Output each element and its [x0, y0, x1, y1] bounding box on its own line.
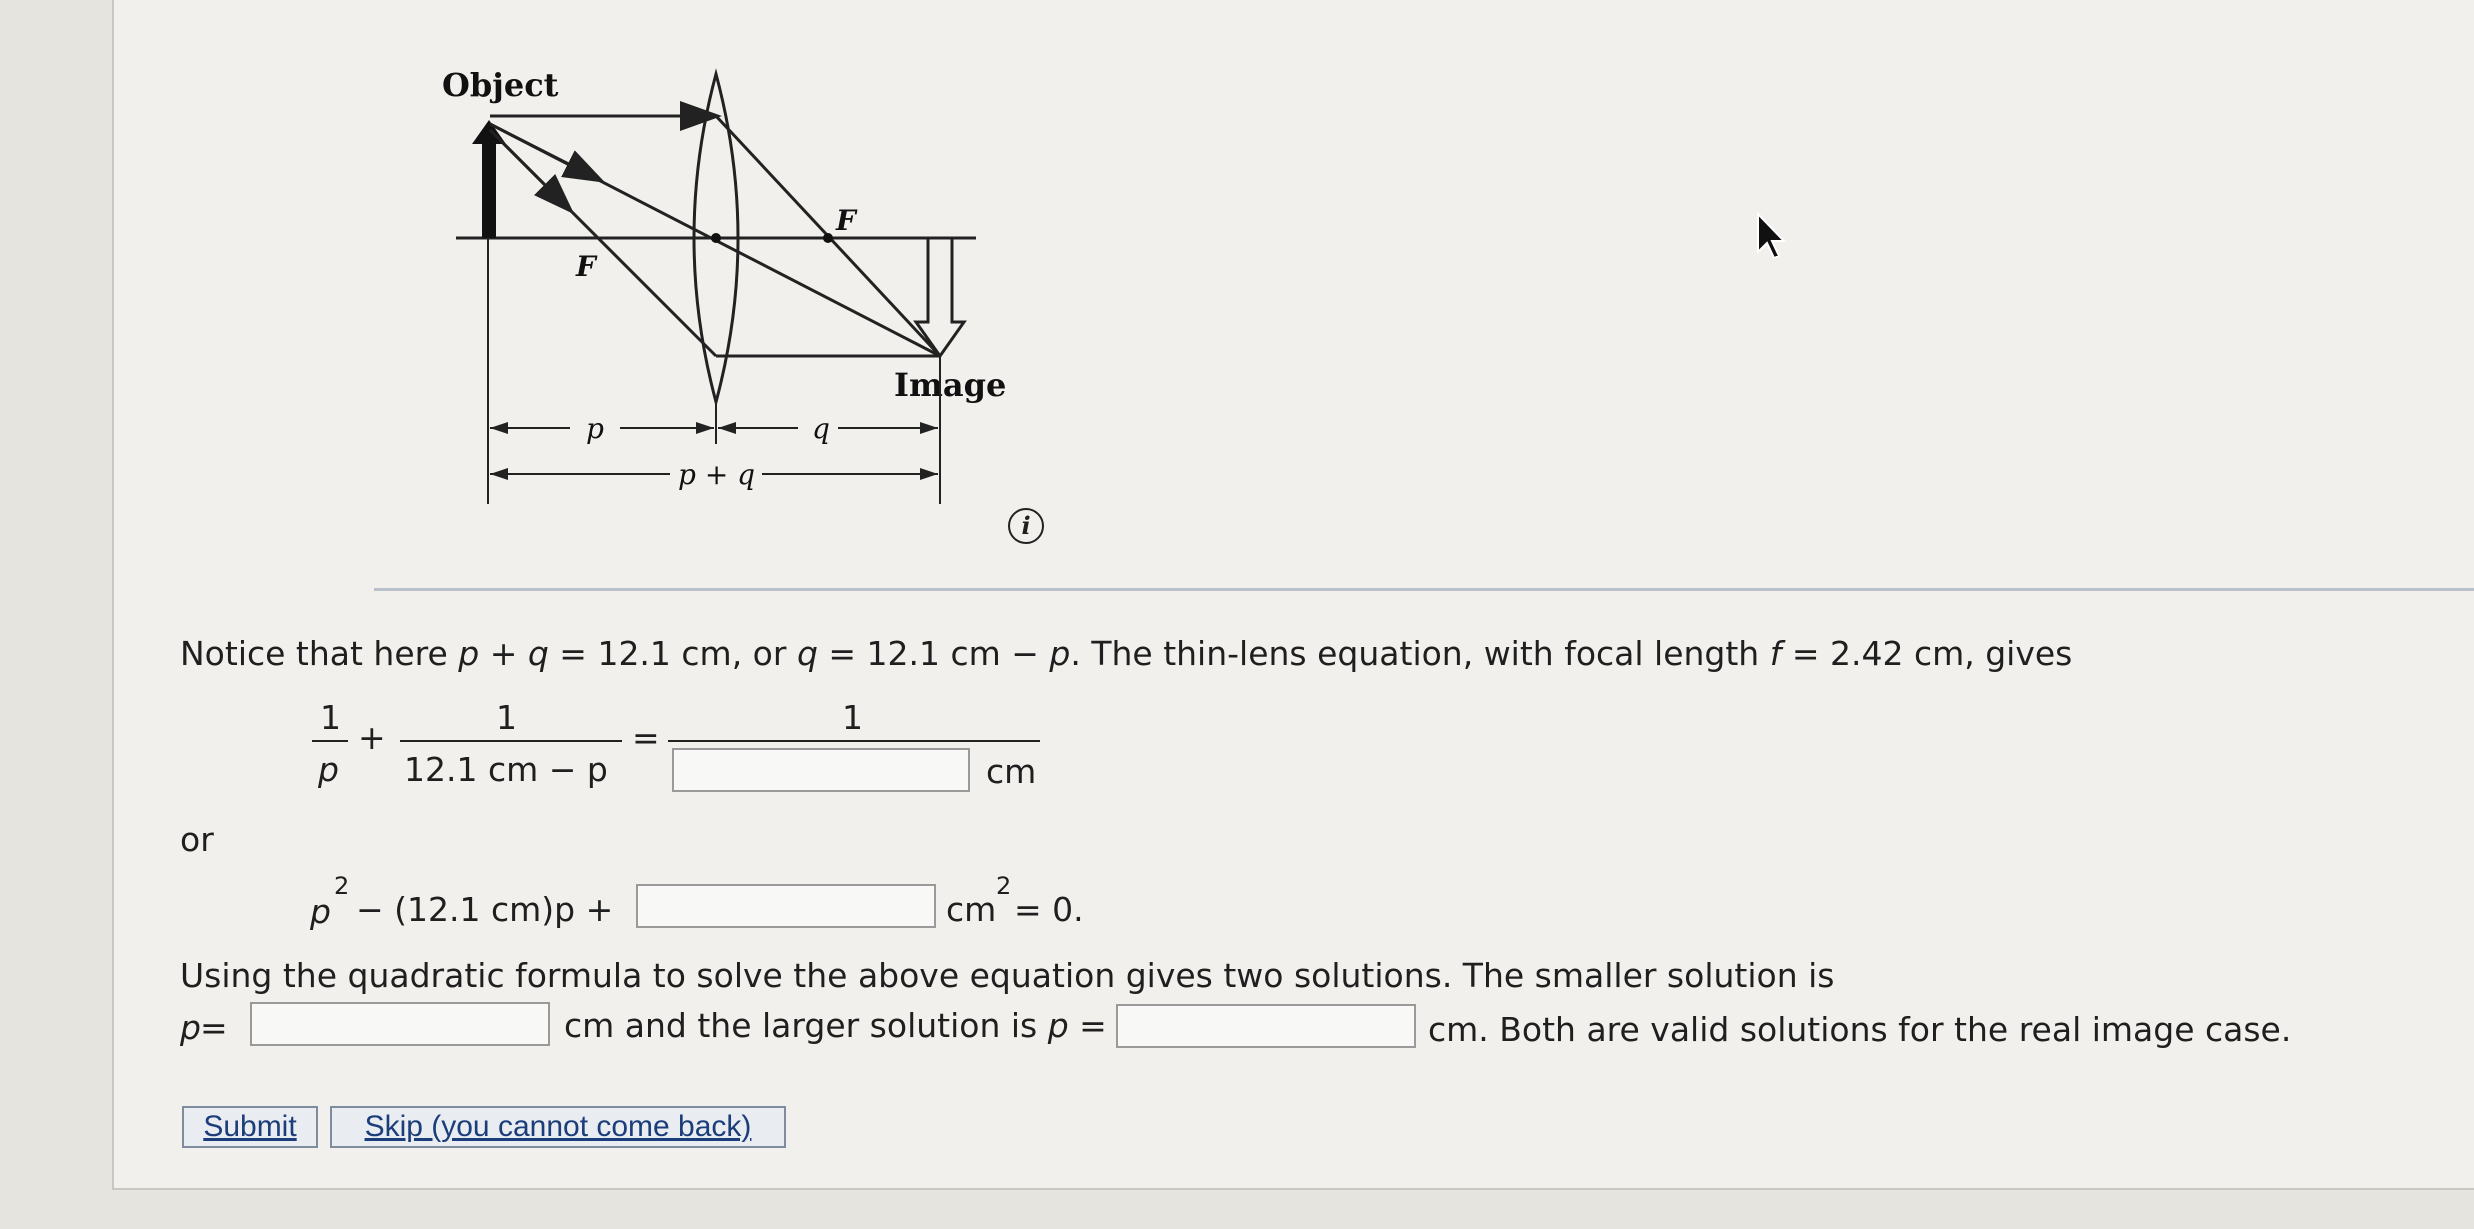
dim-pq-label: p + q: [678, 458, 756, 491]
frac1-denominator: p: [318, 750, 339, 789]
eq2-p: p: [310, 892, 331, 931]
eq2-tail: = 0.: [1014, 890, 1084, 929]
focal-label-left: F: [576, 250, 596, 283]
solution-intro: Using the quadratic formula to solve the above equation gives two solutions. The smaller solution is: [180, 956, 1835, 995]
frac3-unit: cm: [986, 752, 1037, 791]
dim-p-label: p: [586, 412, 604, 445]
solution-p-label: p: [180, 1008, 201, 1047]
object-arrow: [482, 134, 496, 238]
section-divider: [374, 588, 2474, 591]
frac1-numerator: 1: [320, 698, 341, 737]
focal-label-right: F: [836, 204, 856, 237]
frac2-denominator: 12.1 cm − p: [404, 750, 608, 789]
focal-length-input[interactable]: [672, 748, 970, 792]
eq2-middle: − (12.1 cm)p +: [356, 890, 614, 929]
skip-button[interactable]: Skip (you cannot come back): [330, 1106, 786, 1148]
object-label: Object: [442, 66, 559, 104]
prompt-text: Notice that here p + q = 12.1 cm, or q = 12.1 cm − p. The thin-lens equation, with focal length f = 2.42 cm, gives: [180, 634, 2073, 673]
lens-diagram: [420, 60, 1020, 520]
solution-eq-sign: =: [200, 1008, 228, 1047]
solution-mid-text: cm and the larger solution is p =: [564, 1006, 1107, 1045]
image-label: Image: [894, 366, 1007, 404]
eq2-unit: cm: [946, 890, 997, 929]
plus-sign: +: [358, 718, 386, 757]
equals-sign: =: [632, 718, 660, 757]
solution-end-text: cm. Both are valid solutions for the real image case.: [1428, 1010, 2292, 1049]
frac3-numerator: 1: [842, 698, 863, 737]
or-text: or: [180, 820, 214, 859]
frac2-numerator: 1: [496, 698, 517, 737]
dim-q-label: q: [812, 412, 830, 445]
larger-solution-input[interactable]: [1116, 1004, 1416, 1048]
submit-button[interactable]: Submit: [182, 1106, 318, 1148]
smaller-solution-input[interactable]: [250, 1002, 550, 1046]
eq2-exponent: 2: [334, 872, 350, 900]
mouse-cursor-icon: [1756, 212, 1790, 262]
info-icon[interactable]: i: [1008, 508, 1044, 544]
eq2-unit-exponent: 2: [996, 872, 1012, 900]
constant-term-input[interactable]: [636, 884, 936, 928]
